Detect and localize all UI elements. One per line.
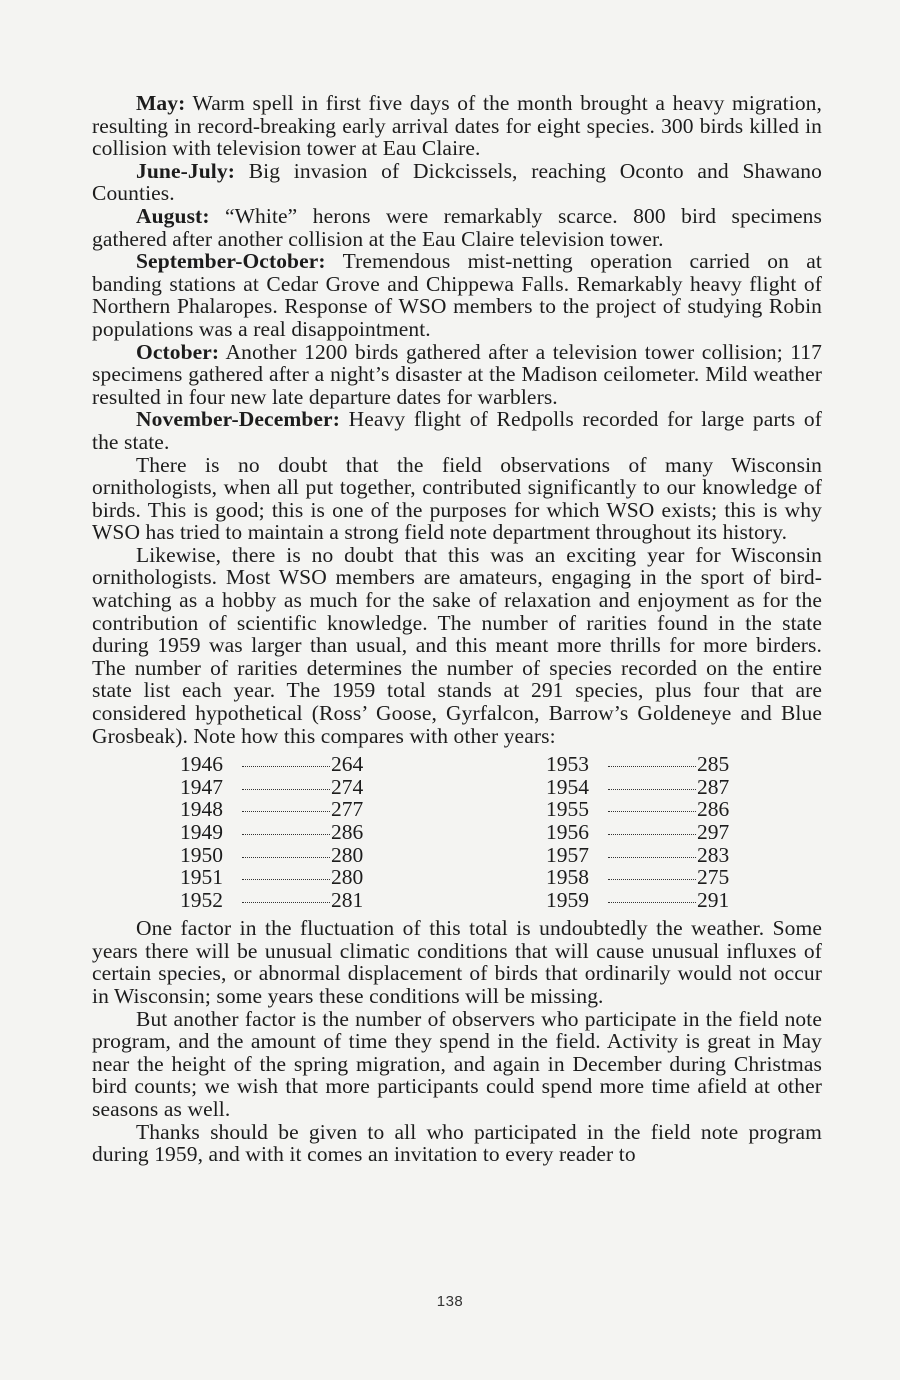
month-label: August: [136, 203, 210, 228]
month-text: Heavy flight of Redpolls recorded for large parts of the state. [92, 407, 822, 454]
species-count: 297 [697, 820, 730, 844]
year: 1954 [546, 774, 589, 799]
dot-leader [242, 857, 330, 858]
month-text: Another 1200 birds gathered after a television tower collision; 117 specimens gathered after a night’s disaster at the Madison ceilometer. Mild weather resulted in four new late departure dates for warblers. [92, 339, 822, 409]
species-count: 286 [331, 820, 364, 844]
year-row [180, 844, 363, 867]
species-totals-table [92, 753, 822, 913]
species-count: 285 [697, 752, 730, 777]
year: 1952 [180, 887, 223, 912]
dot-leader [608, 857, 696, 858]
year: 1951 [180, 865, 223, 890]
dot-leader [242, 902, 330, 903]
species-count: 264 [331, 752, 364, 777]
year-row [546, 866, 729, 889]
year: 1950 [180, 842, 223, 867]
month-text: Warm spell in first five days of the month brought a heavy migration, resulting in record-breaking early arrival dates for eight species. 300 birds killed in collision with television tower at Eau Claire. [92, 91, 822, 161]
body-paragraph: But another factor is the number of observers who participate in the field note program, and the amount of time they spend in the field. Activity is great in May near the height of the spring migration, and again in December during Christmas bird counts; we wish that more participants could spend more time afield at other seasons as well. [92, 1006, 822, 1121]
species-totals-left-column [180, 753, 363, 911]
dot-leader [242, 766, 330, 767]
species-totals-right-column [546, 753, 729, 911]
month-label: May: [136, 91, 186, 115]
dot-leader [608, 789, 696, 790]
month-label: September-October: [136, 249, 326, 274]
year-row [546, 821, 729, 844]
month-text: Big invasion of Dickcissels, reaching Oconto and Shawano Counties. [92, 158, 822, 206]
species-count: 277 [331, 797, 364, 822]
species-count: 275 [697, 865, 730, 890]
year: 1953 [546, 752, 589, 777]
dot-leader [242, 879, 330, 880]
year: 1949 [180, 820, 223, 844]
year-row [546, 889, 729, 912]
species-count: 280 [331, 865, 364, 890]
year-row [180, 821, 363, 844]
dot-leader [242, 811, 330, 812]
year-row [546, 776, 729, 799]
body-paragraph: Likewise, there is no doubt that this was an exciting year for Wisconsin ornithologists. Most WSO members are amateurs, engaging in the sport of bird-watching as a hobby as much for the sake of relaxation and enjoyment as for the contribution of scientific knowledge. The number of rarities found in the state during 1959 was larger than usual, and this meant more thrills for more birders. The number of rarities determines the number of species recorded on the entire state list each year. The 1959 total stands at 291 species, plus four that are considered hypothetical (Ross’ Goose, Gyrfalcon, Barrow’s Goldeneye and Blue Grosbeak). Note how this compares with other years: [92, 542, 822, 748]
month-label: June-July: [136, 158, 235, 183]
species-count: 274 [331, 774, 364, 799]
page-number: 138 [436, 1293, 464, 1310]
year-row [546, 844, 729, 867]
species-count: 291 [697, 887, 730, 912]
month-text: “White” herons were remarkably scarce. 800 bird specimens gathered after another collision at the Eau Claire television tower. [92, 203, 822, 251]
month-paragraph [92, 205, 822, 250]
month-label: November-December: [136, 407, 340, 432]
month-label: October: [136, 339, 220, 364]
species-count: 283 [697, 842, 730, 867]
species-count: 281 [331, 887, 364, 912]
year: 1957 [546, 842, 589, 867]
year: 1955 [546, 797, 589, 822]
year: 1947 [180, 774, 223, 799]
month-paragraph [92, 250, 822, 340]
dot-leader [608, 766, 696, 767]
species-count: 280 [331, 842, 364, 867]
year: 1958 [546, 865, 589, 890]
month-paragraph [92, 92, 822, 160]
body-paragraph: One factor in the fluctuation of this total is undoubtedly the weather. Some years there will be unusual climatic conditions that will cause unusual influxes of certain species, or abnormal displacement of birds that ordinarily would not occur in Wisconsin; some years these conditions will be missing. [92, 916, 822, 1008]
year: 1946 [180, 752, 223, 777]
month-text: Tremendous mist-netting operation carried on at banding stations at Cedar Grove and Chippewa Falls. Remarkably heavy flight of Northern Phalaropes. Response of WSO members to the project of studying Robin populations was a real disappointment. [92, 249, 822, 341]
dot-leader [608, 879, 696, 880]
body-paragraph: There is no doubt that the field observations of many Wisconsin ornithologists, when all put together, contributed significantly to our knowledge of birds. This is good; this is one of the purposes for which WSO exists; this is why WSO has tried to maintain a strong field note department throughout its history. [92, 452, 822, 545]
species-count: 286 [697, 797, 730, 822]
month-paragraph [92, 160, 822, 205]
year: 1956 [546, 820, 589, 844]
year-row [546, 798, 729, 821]
year-row [180, 753, 363, 776]
dot-leader [608, 902, 696, 903]
year-row [546, 753, 729, 776]
month-paragraph [92, 408, 822, 453]
year: 1948 [180, 797, 223, 822]
dot-leader [608, 811, 696, 812]
species-count: 287 [697, 774, 730, 799]
year-row [180, 889, 363, 912]
year-row [180, 798, 363, 821]
year-row [180, 776, 363, 799]
year: 1959 [546, 887, 589, 912]
dot-leader [608, 834, 696, 835]
year-row [180, 866, 363, 889]
dot-leader [242, 789, 330, 790]
month-paragraph [92, 341, 822, 409]
body-paragraph: Thanks should be given to all who participated in the field note program during 1959, and with it comes an invitation to every reader to [92, 1119, 822, 1167]
dot-leader [242, 834, 330, 835]
